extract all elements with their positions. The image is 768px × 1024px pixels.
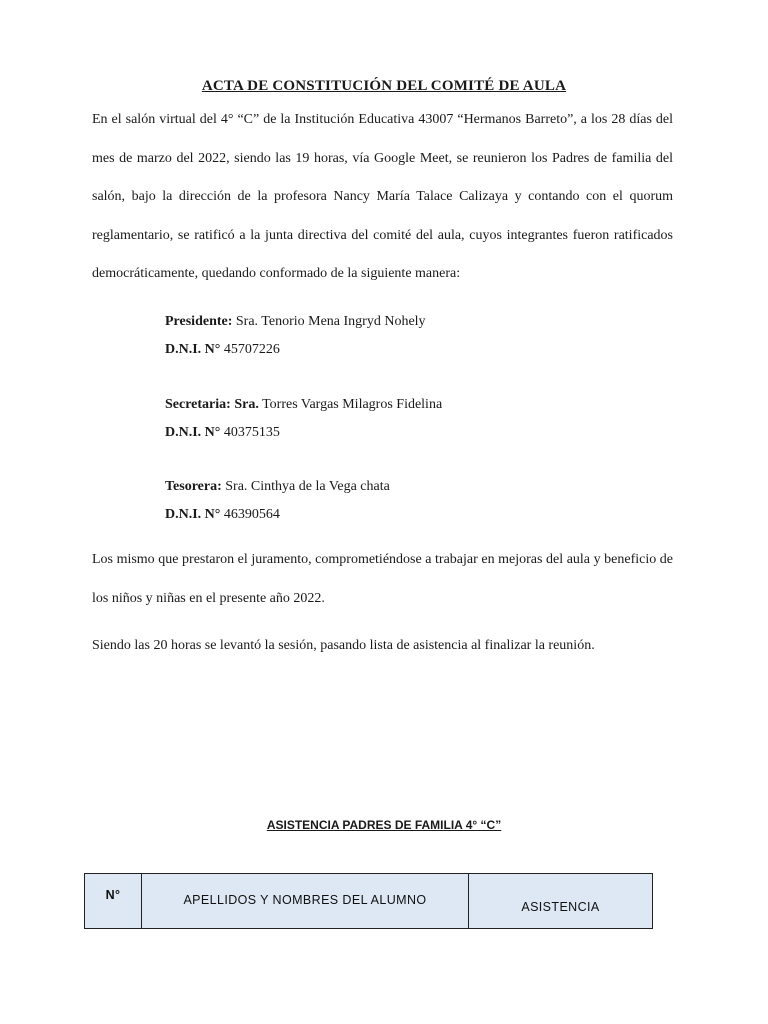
- member-name: Torres Vargas Milagros Fidelina: [262, 397, 443, 412]
- closing-paragraph: Siendo las 20 horas se levantó la sesión, pasando lista de asistencia al finalizar la reunión.: [92, 638, 595, 653]
- document-title: ACTA DE CONSTITUCIÓN DEL COMITÉ DE AULA: [201, 78, 567, 94]
- dni-label: D.N.I. N°: [165, 425, 221, 440]
- column-header-student-name: APELLIDOS Y NOMBRES DEL ALUMNO: [142, 874, 469, 929]
- member-secretary: [165, 391, 442, 447]
- member-treasurer: [165, 473, 390, 529]
- table-header-row: [85, 874, 653, 929]
- member-president: [165, 308, 426, 364]
- dni-label: D.N.I. N°: [165, 342, 221, 357]
- attendance-title: ASISTENCIA PADRES DE FAMILIA 4° “C”: [266, 818, 502, 832]
- column-header-attendance: ASISTENCIA: [469, 874, 653, 929]
- dni-value: 45707226: [223, 342, 280, 357]
- oath-paragraph: Los mismo que prestaron el juramento, comprometiéndose a trabajar en mejoras del aula y beneficio de los niños y niñas en el presente año 2022.: [92, 552, 673, 606]
- column-header-number: N°: [85, 874, 142, 929]
- member-name: Sra. Cinthya de la Vega chata: [225, 479, 390, 494]
- intro-paragraph: En el salón virtual del 4° “C” de la Institución Educativa 43007 “Hermanos Barreto”, a los 28 días del mes de marzo del 2022, siendo las 19 horas, vía Google Meet, se reunieron los Padres de familia del salón, bajo la dirección de la profesora Nancy María Talace Calizaya y contando con el quorum reglamentario, se ratificó a la junta directiva del comité del aula, cuyos integrantes fueron ratificados democráticamente, quedando conformado de la siguiente manera:: [92, 112, 673, 281]
- member-role-label: Presidente:: [165, 314, 233, 329]
- member-role-label: Secretaria: Sra.: [165, 397, 259, 412]
- dni-label: D.N.I. N°: [165, 507, 221, 522]
- dni-value: 40375135: [223, 425, 280, 440]
- member-name: Sra. Tenorio Mena Ingryd Nohely: [235, 314, 426, 329]
- member-role-label: Tesorera:: [165, 479, 222, 494]
- dni-value: 46390564: [223, 507, 280, 522]
- attendance-table: [84, 873, 653, 929]
